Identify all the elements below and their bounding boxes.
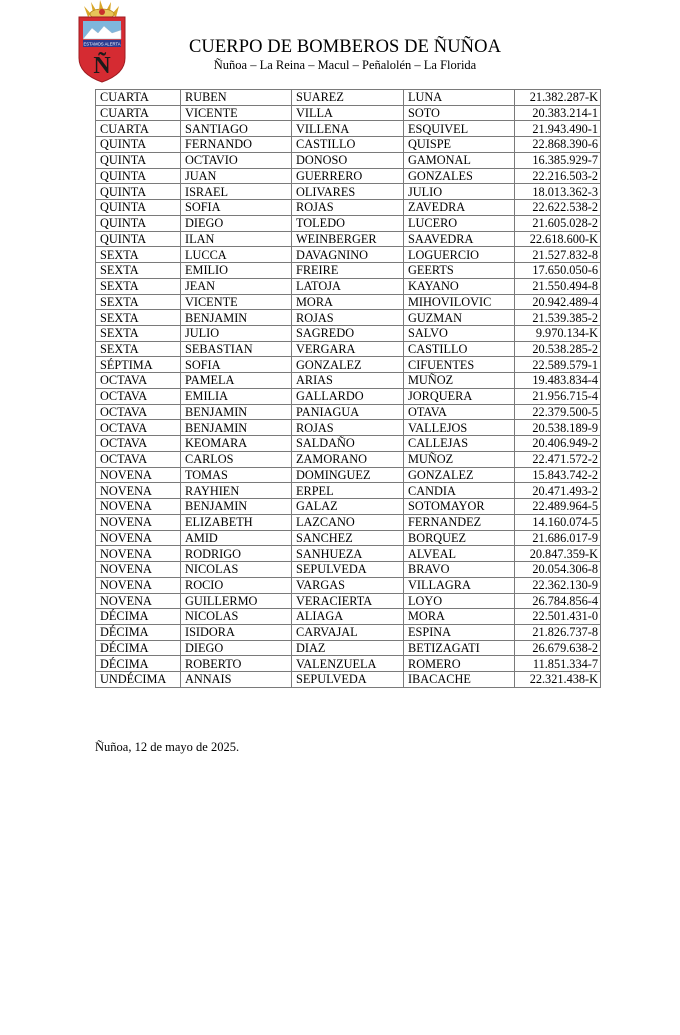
cell-maternal-surname: CIFUENTES	[404, 357, 515, 373]
table-row	[96, 404, 601, 420]
cell-company: NOVENA	[96, 577, 181, 593]
cell-maternal-surname: GONZALES	[404, 168, 515, 184]
cell-rut: 11.851.334-7	[515, 656, 601, 672]
cell-rut: 20.383.214-1	[515, 105, 601, 121]
cell-maternal-surname: ZAVEDRA	[404, 200, 515, 216]
cell-first-name: BENJAMIN	[181, 420, 292, 436]
table-row	[96, 593, 601, 609]
cell-first-name: ROCIO	[181, 577, 292, 593]
cell-paternal-surname: GONZALEZ	[292, 357, 404, 373]
cell-rut: 20.471.493-2	[515, 483, 601, 499]
cell-maternal-surname: GEERTS	[404, 263, 515, 279]
cell-maternal-surname: VALLEJOS	[404, 420, 515, 436]
cell-paternal-surname: VERGARA	[292, 341, 404, 357]
cell-first-name: SOFIA	[181, 357, 292, 373]
cell-first-name: ANNAIS	[181, 672, 292, 688]
cell-paternal-surname: SAGREDO	[292, 326, 404, 342]
cell-company: QUINTA	[96, 231, 181, 247]
cell-rut: 9.970.134-K	[515, 326, 601, 342]
cell-first-name: GUILLERMO	[181, 593, 292, 609]
cell-company: OCTAVA	[96, 373, 181, 389]
cell-maternal-surname: GUZMAN	[404, 310, 515, 326]
cell-paternal-surname: GALAZ	[292, 499, 404, 515]
table-row	[96, 436, 601, 452]
cell-maternal-surname: SOTOMAYOR	[404, 499, 515, 515]
cell-company: UNDÉCIMA	[96, 672, 181, 688]
cell-company: SEXTA	[96, 263, 181, 279]
cell-company: CUARTA	[96, 90, 181, 106]
cell-company: OCTAVA	[96, 451, 181, 467]
cell-first-name: RUBEN	[181, 90, 292, 106]
cell-company: SEXTA	[96, 278, 181, 294]
cell-maternal-surname: ROMERO	[404, 656, 515, 672]
cell-maternal-surname: JORQUERA	[404, 388, 515, 404]
cell-first-name: BENJAMIN	[181, 499, 292, 515]
cell-company: DÉCIMA	[96, 640, 181, 656]
date-line: Ñuñoa, 12 de mayo de 2025.	[95, 740, 240, 754]
cell-first-name: PAMELA	[181, 373, 292, 389]
cell-maternal-surname: ESQUIVEL	[404, 121, 515, 137]
cell-paternal-surname: ARIAS	[292, 373, 404, 389]
cell-paternal-surname: FREIRE	[292, 263, 404, 279]
cell-company: SÉPTIMA	[96, 357, 181, 373]
cell-first-name: SOFIA	[181, 200, 292, 216]
cell-company: DÉCIMA	[96, 609, 181, 625]
cell-paternal-surname: ERPEL	[292, 483, 404, 499]
cell-maternal-surname: BORQUEZ	[404, 530, 515, 546]
cell-company: SEXTA	[96, 310, 181, 326]
table-row	[96, 200, 601, 216]
cell-rut: 26.784.856-4	[515, 593, 601, 609]
cell-company: OCTAVA	[96, 388, 181, 404]
fire-department-crest-logo	[74, 0, 130, 84]
cell-maternal-surname: ESPINA	[404, 624, 515, 640]
table-row	[96, 546, 601, 562]
table-row	[96, 530, 601, 546]
cell-paternal-surname: ROJAS	[292, 420, 404, 436]
cell-rut: 22.362.130-9	[515, 577, 601, 593]
cell-first-name: NICOLAS	[181, 609, 292, 625]
cell-paternal-surname: VILLENA	[292, 121, 404, 137]
table-row	[96, 278, 601, 294]
cell-company: QUINTA	[96, 184, 181, 200]
cell-paternal-surname: SALDAÑO	[292, 436, 404, 452]
cell-first-name: TOMAS	[181, 467, 292, 483]
cell-company: NOVENA	[96, 514, 181, 530]
table-row	[96, 294, 601, 310]
cell-rut: 22.216.503-2	[515, 168, 601, 184]
cell-paternal-surname: TOLEDO	[292, 215, 404, 231]
cell-rut: 15.843.742-2	[515, 467, 601, 483]
cell-maternal-surname: ALVEAL	[404, 546, 515, 562]
cell-company: DÉCIMA	[96, 624, 181, 640]
cell-company: CUARTA	[96, 121, 181, 137]
cell-company: QUINTA	[96, 200, 181, 216]
cell-rut: 19.483.834-4	[515, 373, 601, 389]
cell-first-name: SANTIAGO	[181, 121, 292, 137]
cell-maternal-surname: QUISPE	[404, 137, 515, 153]
cell-first-name: EMILIO	[181, 263, 292, 279]
cell-maternal-surname: VILLAGRA	[404, 577, 515, 593]
cell-maternal-surname: CASTILLO	[404, 341, 515, 357]
table-row	[96, 310, 601, 326]
cell-rut: 20.406.949-2	[515, 436, 601, 452]
cell-maternal-surname: GAMONAL	[404, 152, 515, 168]
cell-rut: 22.501.431-0	[515, 609, 601, 625]
cell-company: SEXTA	[96, 294, 181, 310]
cell-first-name: KEOMARA	[181, 436, 292, 452]
cell-paternal-surname: VERACIERTA	[292, 593, 404, 609]
cell-first-name: VICENTE	[181, 105, 292, 121]
cell-maternal-surname: LUNA	[404, 90, 515, 106]
cell-paternal-surname: DONOSO	[292, 152, 404, 168]
cell-company: OCTAVA	[96, 420, 181, 436]
table-row	[96, 624, 601, 640]
cell-first-name: RODRIGO	[181, 546, 292, 562]
cell-company: DÉCIMA	[96, 656, 181, 672]
cell-maternal-surname: GONZALEZ	[404, 467, 515, 483]
table-row	[96, 467, 601, 483]
cell-rut: 20.847.359-K	[515, 546, 601, 562]
cell-maternal-surname: MORA	[404, 609, 515, 625]
cell-paternal-surname: ROJAS	[292, 310, 404, 326]
cell-paternal-surname: WEINBERGER	[292, 231, 404, 247]
cell-first-name: LUCCA	[181, 247, 292, 263]
cell-paternal-surname: CASTILLO	[292, 137, 404, 153]
cell-rut: 21.686.017-9	[515, 530, 601, 546]
cell-paternal-surname: DAVAGNINO	[292, 247, 404, 263]
table-row	[96, 388, 601, 404]
cell-first-name: DIEGO	[181, 215, 292, 231]
table-row	[96, 672, 601, 688]
cell-first-name: ELIZABETH	[181, 514, 292, 530]
cell-maternal-surname: MIHOVILOVIC	[404, 294, 515, 310]
motto-text: ESTAMOS ALERTA	[83, 41, 121, 47]
table-row	[96, 184, 601, 200]
table-row	[96, 640, 601, 656]
page-title: CUERPO DE BOMBEROS DE ÑUÑOA	[188, 37, 502, 57]
cell-paternal-surname: LAZCANO	[292, 514, 404, 530]
cell-maternal-surname: LOYO	[404, 593, 515, 609]
cell-rut: 21.943.490-1	[515, 121, 601, 137]
cell-rut: 21.527.832-8	[515, 247, 601, 263]
cell-first-name: JULIO	[181, 326, 292, 342]
cell-rut: 21.605.028-2	[515, 215, 601, 231]
table-row	[96, 373, 601, 389]
cell-company: NOVENA	[96, 483, 181, 499]
cell-first-name: RAYHIEN	[181, 483, 292, 499]
cell-rut: 17.650.050-6	[515, 263, 601, 279]
page-subtitle: Ñuñoa – La Reina – Macul – Peñalolén – La Florida	[213, 58, 477, 72]
cell-company: NOVENA	[96, 467, 181, 483]
table-row	[96, 137, 601, 153]
cell-first-name: ISIDORA	[181, 624, 292, 640]
cell-first-name: JEAN	[181, 278, 292, 294]
cell-maternal-surname: JULIO	[404, 184, 515, 200]
table-row	[96, 215, 601, 231]
cell-rut: 22.868.390-6	[515, 137, 601, 153]
cell-maternal-surname: FERNANDEZ	[404, 514, 515, 530]
cell-maternal-surname: IBACACHE	[404, 672, 515, 688]
cell-first-name: BENJAMIN	[181, 404, 292, 420]
table-row	[96, 90, 601, 106]
cell-paternal-surname: VALENZUELA	[292, 656, 404, 672]
table-row	[96, 168, 601, 184]
cell-maternal-surname: MUÑOZ	[404, 373, 515, 389]
cell-first-name: ISRAEL	[181, 184, 292, 200]
cell-rut: 22.489.964-5	[515, 499, 601, 515]
cell-rut: 16.385.929-7	[515, 152, 601, 168]
cell-rut: 21.826.737-8	[515, 624, 601, 640]
cell-first-name: VICENTE	[181, 294, 292, 310]
cell-rut: 21.956.715-4	[515, 388, 601, 404]
cell-paternal-surname: ZAMORANO	[292, 451, 404, 467]
table-row	[96, 562, 601, 578]
cell-maternal-surname: MUÑOZ	[404, 451, 515, 467]
table-row	[96, 121, 601, 137]
roster-body	[96, 90, 601, 688]
cell-rut: 14.160.074-5	[515, 514, 601, 530]
cell-company: SEXTA	[96, 247, 181, 263]
cell-rut: 22.379.500-5	[515, 404, 601, 420]
cell-company: NOVENA	[96, 530, 181, 546]
cell-company: NOVENA	[96, 546, 181, 562]
cell-paternal-surname: ROJAS	[292, 200, 404, 216]
cell-paternal-surname: SEPULVEDA	[292, 672, 404, 688]
cell-first-name: AMID	[181, 530, 292, 546]
table-row	[96, 420, 601, 436]
cell-paternal-surname: PANIAGUA	[292, 404, 404, 420]
table-row	[96, 152, 601, 168]
cell-first-name: FERNANDO	[181, 137, 292, 153]
cell-first-name: DIEGO	[181, 640, 292, 656]
cell-maternal-surname: OTAVA	[404, 404, 515, 420]
cell-first-name: OCTAVIO	[181, 152, 292, 168]
cell-rut: 20.942.489-4	[515, 294, 601, 310]
cell-company: CUARTA	[96, 105, 181, 121]
cell-company: SEXTA	[96, 326, 181, 342]
crest-rays-icon	[84, 0, 119, 19]
cell-first-name: EMILIA	[181, 388, 292, 404]
cell-rut: 26.679.638-2	[515, 640, 601, 656]
cell-rut: 20.538.285-2	[515, 341, 601, 357]
table-row	[96, 341, 601, 357]
table-row	[96, 577, 601, 593]
cell-rut: 21.550.494-8	[515, 278, 601, 294]
table-row	[96, 247, 601, 263]
cell-rut: 21.382.287-K	[515, 90, 601, 106]
cell-rut: 20.054.306-8	[515, 562, 601, 578]
cell-first-name: SEBASTIAN	[181, 341, 292, 357]
cell-paternal-surname: MORA	[292, 294, 404, 310]
table-row	[96, 656, 601, 672]
cell-company: SEXTA	[96, 341, 181, 357]
cell-company: NOVENA	[96, 562, 181, 578]
cell-paternal-surname: SANCHEZ	[292, 530, 404, 546]
cell-rut: 22.618.600-K	[515, 231, 601, 247]
cell-maternal-surname: LUCERO	[404, 215, 515, 231]
cell-paternal-surname: CARVAJAL	[292, 624, 404, 640]
cell-paternal-surname: SEPULVEDA	[292, 562, 404, 578]
cell-paternal-surname: OLIVARES	[292, 184, 404, 200]
cell-first-name: JUAN	[181, 168, 292, 184]
cell-rut: 21.539.385-2	[515, 310, 601, 326]
cell-maternal-surname: BETIZAGATI	[404, 640, 515, 656]
cell-maternal-surname: KAYANO	[404, 278, 515, 294]
table-row	[96, 609, 601, 625]
cell-first-name: ILAN	[181, 231, 292, 247]
cell-first-name: NICOLAS	[181, 562, 292, 578]
cell-maternal-surname: SAAVEDRA	[404, 231, 515, 247]
cell-paternal-surname: VILLA	[292, 105, 404, 121]
table-row	[96, 514, 601, 530]
table-row	[96, 263, 601, 279]
table-row	[96, 357, 601, 373]
cell-maternal-surname: LOGUERCIO	[404, 247, 515, 263]
cell-maternal-surname: BRAVO	[404, 562, 515, 578]
cell-company: OCTAVA	[96, 404, 181, 420]
cell-paternal-surname: SUAREZ	[292, 90, 404, 106]
cell-paternal-surname: SANHUEZA	[292, 546, 404, 562]
cell-company: QUINTA	[96, 137, 181, 153]
cell-company: QUINTA	[96, 152, 181, 168]
cell-maternal-surname: CALLEJAS	[404, 436, 515, 452]
cell-paternal-surname: LATOJA	[292, 278, 404, 294]
cell-paternal-surname: DOMINGUEZ	[292, 467, 404, 483]
table-row	[96, 499, 601, 515]
table-row	[96, 483, 601, 499]
cell-rut: 22.471.572-2	[515, 451, 601, 467]
cell-company: NOVENA	[96, 593, 181, 609]
crest-letter: Ñ	[93, 53, 111, 79]
cell-rut: 20.538.189-9	[515, 420, 601, 436]
cell-rut: 22.589.579-1	[515, 357, 601, 373]
table-row	[96, 326, 601, 342]
cell-company: QUINTA	[96, 215, 181, 231]
cell-paternal-surname: ALIAGA	[292, 609, 404, 625]
cell-company: QUINTA	[96, 168, 181, 184]
cell-maternal-surname: SOTO	[404, 105, 515, 121]
table-row	[96, 451, 601, 467]
cell-paternal-surname: VARGAS	[292, 577, 404, 593]
cell-rut: 22.321.438-K	[515, 672, 601, 688]
table-row	[96, 231, 601, 247]
cell-company: NOVENA	[96, 499, 181, 515]
cell-paternal-surname: DIAZ	[292, 640, 404, 656]
cell-first-name: BENJAMIN	[181, 310, 292, 326]
cell-first-name: ROBERTO	[181, 656, 292, 672]
cell-company: OCTAVA	[96, 436, 181, 452]
cell-paternal-surname: GUERRERO	[292, 168, 404, 184]
cell-first-name: CARLOS	[181, 451, 292, 467]
cell-maternal-surname: SALVO	[404, 326, 515, 342]
cell-paternal-surname: GALLARDO	[292, 388, 404, 404]
cell-maternal-surname: CANDIA	[404, 483, 515, 499]
roster-table	[95, 89, 601, 688]
cell-rut: 22.622.538-2	[515, 200, 601, 216]
table-row	[96, 105, 601, 121]
cell-rut: 18.013.362-3	[515, 184, 601, 200]
